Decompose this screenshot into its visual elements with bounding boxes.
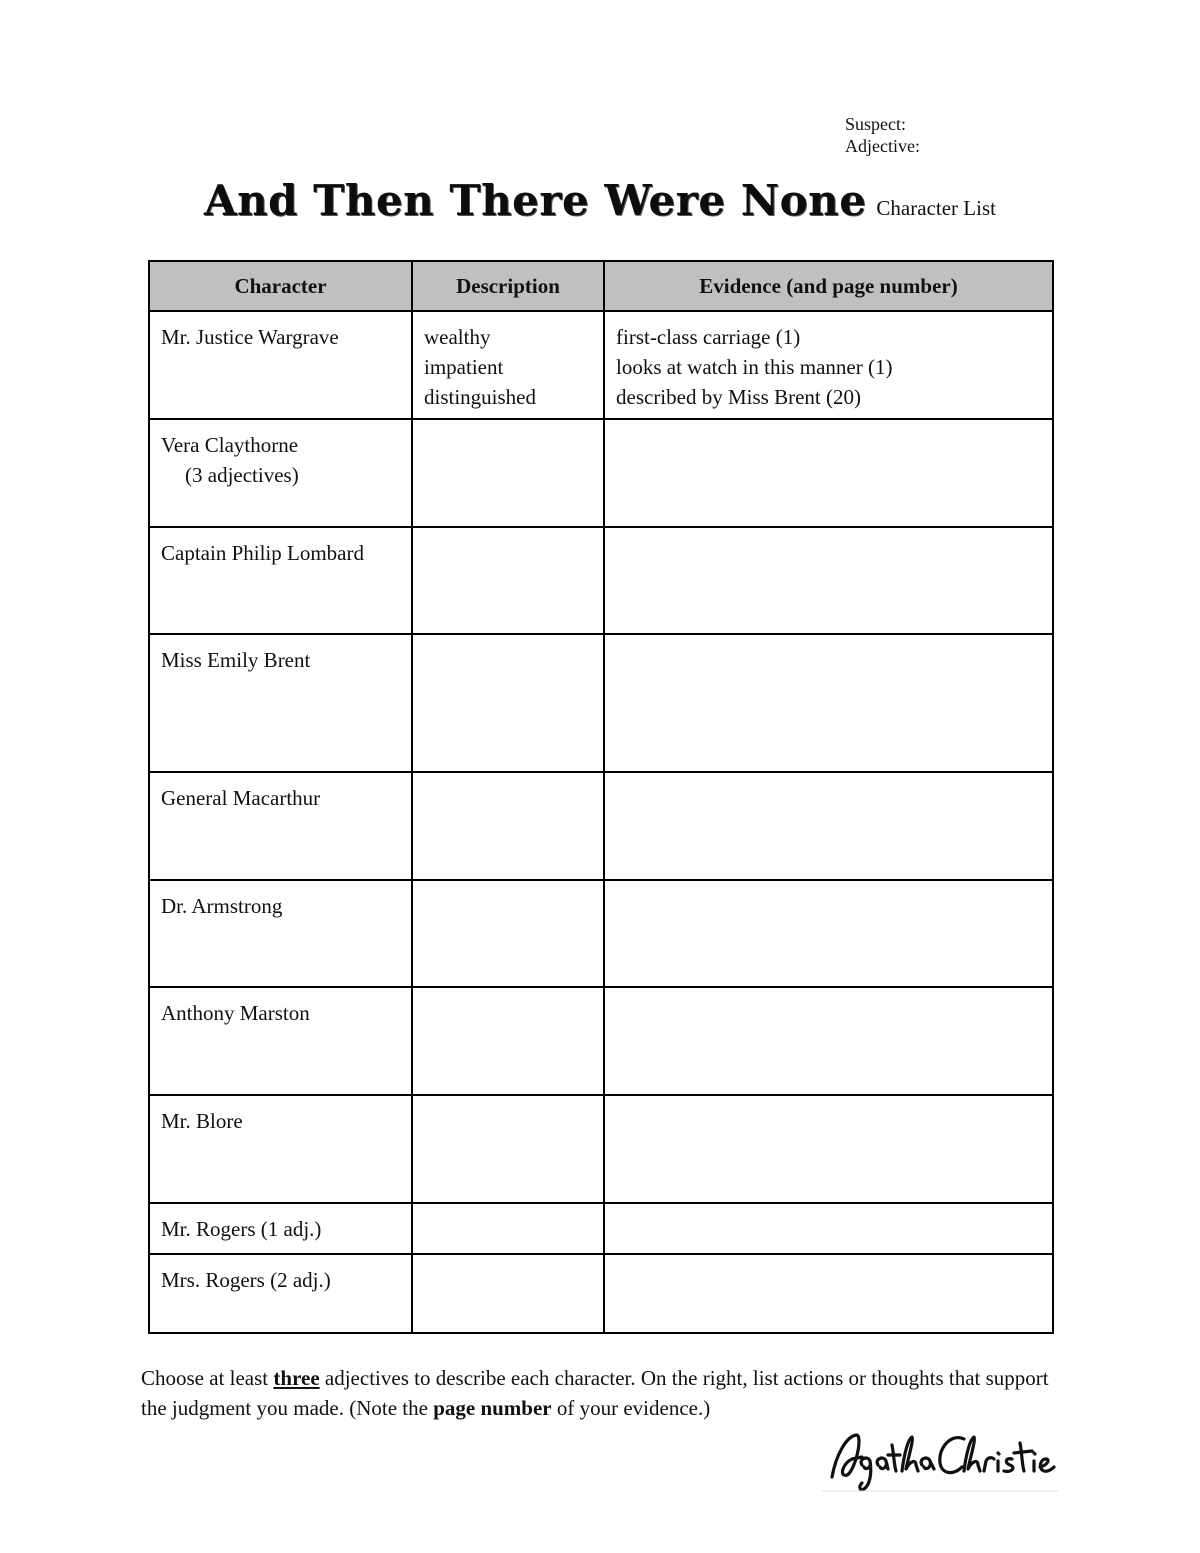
character-cell: [149, 419, 412, 527]
evidence-cell[interactable]: [604, 634, 1053, 772]
description-text: distinguished: [424, 385, 537, 409]
description-text: wealthy: [424, 325, 491, 349]
character-text: Mrs. Rogers (2 adj.): [161, 1268, 331, 1292]
character-text: Captain Philip Lombard: [161, 541, 364, 565]
adjective-label: Adjective:: [845, 136, 920, 156]
evidence-cell[interactable]: [604, 1203, 1053, 1254]
evidence-text: described by Miss Brent (20): [616, 385, 861, 409]
table-row: [149, 634, 1053, 772]
evidence-text: looks at watch in this manner (1): [616, 355, 893, 379]
evidence-cell[interactable]: [604, 1095, 1053, 1203]
table-row: [149, 880, 1053, 987]
instructions-part3: of your evidence.): [551, 1396, 711, 1420]
table-row: [149, 1254, 1053, 1333]
table-header-row: [149, 261, 1053, 311]
table-row: [149, 1203, 1053, 1254]
description-cell[interactable]: [412, 1095, 604, 1203]
evidence-text: first-class carriage (1): [616, 325, 801, 349]
description-cell[interactable]: [412, 987, 604, 1095]
description-cell[interactable]: [412, 311, 604, 419]
instructions-part2: adjectives to describe each character. On the right, list actions or thoughts that support the judgment you made. (Note the: [141, 1366, 1049, 1420]
description-text: impatient: [424, 355, 504, 379]
character-cell: [149, 527, 412, 634]
instructions-emph-three: three: [273, 1366, 320, 1390]
header-evidence: Evidence (and page number): [604, 261, 1053, 311]
character-cell: [149, 1254, 412, 1333]
description-cell[interactable]: [412, 1203, 604, 1254]
evidence-cell[interactable]: [604, 527, 1053, 634]
character-cell: [149, 880, 412, 987]
table-row: [149, 772, 1053, 880]
evidence-cell[interactable]: [604, 1254, 1053, 1333]
evidence-cell[interactable]: [604, 419, 1053, 527]
agatha-christie-signature: [822, 1425, 1062, 1495]
table-row: [149, 527, 1053, 634]
instructions-emph-page-number: page number: [433, 1396, 552, 1420]
description-cell[interactable]: [412, 1254, 604, 1333]
character-text: Vera Claythorne: [161, 433, 299, 457]
evidence-cell[interactable]: [604, 311, 1053, 419]
instructions-part1: Choose at least: [141, 1366, 274, 1390]
table-row: [149, 419, 1053, 527]
character-cell: [149, 1203, 412, 1254]
evidence-cell[interactable]: [604, 880, 1053, 987]
character-text: (3 adjectives): [185, 463, 299, 487]
header-character: Character: [149, 261, 412, 311]
header-description: Description: [412, 261, 604, 311]
instructions: [141, 1363, 1061, 1423]
character-text: Mr. Rogers (1 adj.): [161, 1217, 322, 1241]
character-cell: [149, 634, 412, 772]
character-cell: [149, 772, 412, 880]
character-text: Mr. Blore: [161, 1109, 243, 1133]
character-cell: [149, 1095, 412, 1203]
character-text: Miss Emily Brent: [161, 648, 311, 672]
page-title: [0, 176, 1200, 225]
evidence-cell[interactable]: [604, 772, 1053, 880]
table-row: [149, 987, 1053, 1095]
table-row: [149, 311, 1053, 419]
description-cell[interactable]: [412, 772, 604, 880]
title-main: And Then There Were None: [204, 176, 867, 225]
title-sub: Character List: [876, 196, 996, 220]
description-cell[interactable]: [412, 527, 604, 634]
character-text: General Macarthur: [161, 786, 321, 810]
description-cell[interactable]: [412, 634, 604, 772]
character-text: Dr. Armstrong: [161, 894, 283, 918]
table-row: [149, 1095, 1053, 1203]
description-cell[interactable]: [412, 419, 604, 527]
character-text: Anthony Marston: [161, 1001, 310, 1025]
character-cell: [149, 987, 412, 1095]
evidence-cell[interactable]: [604, 987, 1053, 1095]
character-table: [148, 260, 1054, 1334]
suspect-block: [845, 113, 920, 157]
suspect-label: Suspect:: [845, 114, 906, 134]
description-cell[interactable]: [412, 880, 604, 987]
character-text: Mr. Justice Wargrave: [161, 325, 339, 349]
character-cell: [149, 311, 412, 419]
